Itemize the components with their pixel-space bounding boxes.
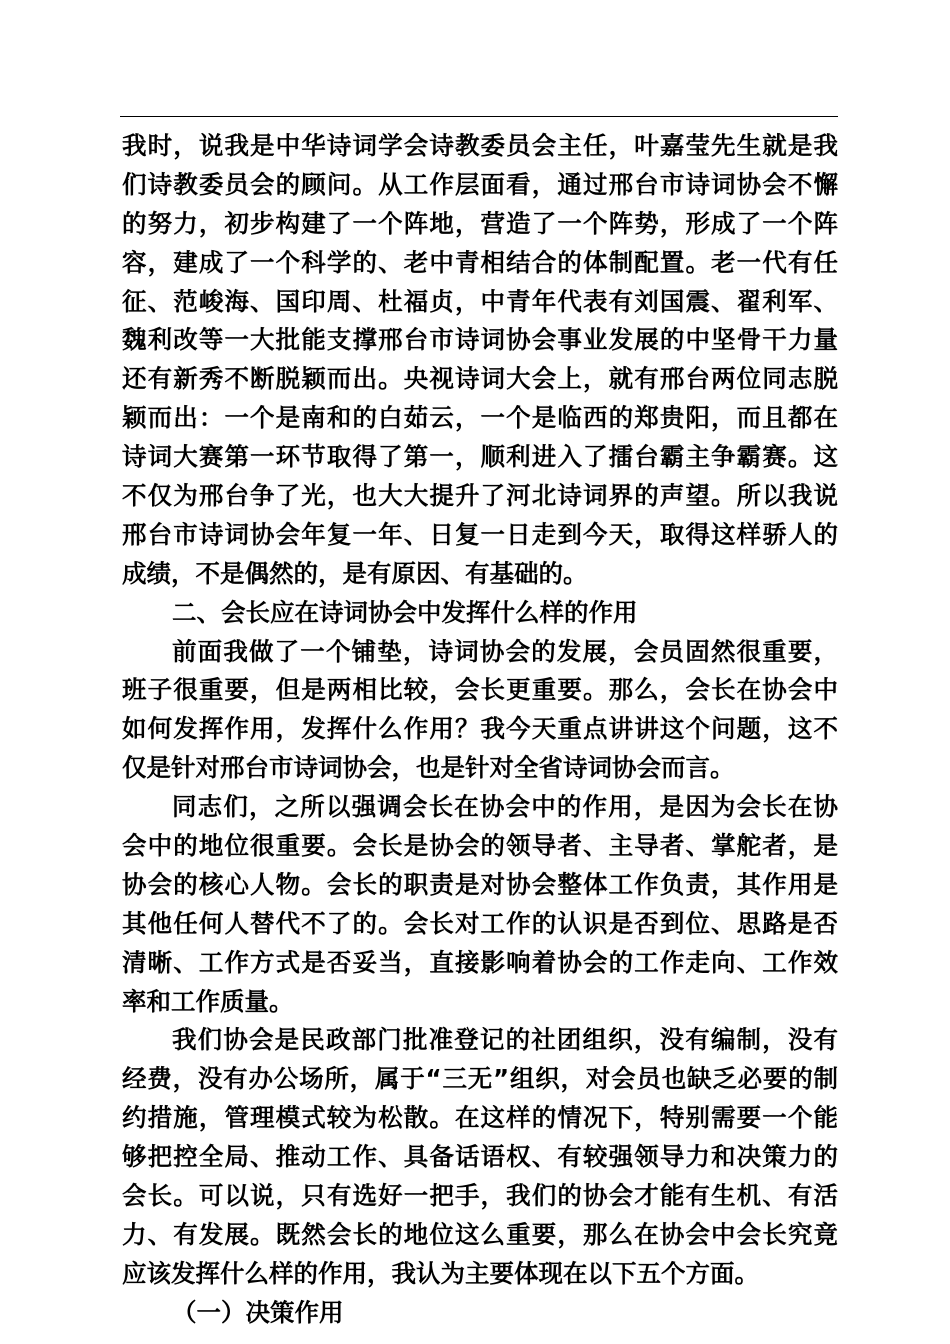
text-line: 应该发挥什么样的作用，我认为主要体现在以下五个方面。 [122, 1258, 759, 1288]
section-heading-2 [122, 594, 838, 633]
paragraph-comrades [122, 788, 838, 1021]
section-heading-text: 二、会长应在诗词协会中发挥什么样的作用 [172, 597, 638, 627]
text-line: 会长。可以说，只有选好一把手，我们的协会才能有生机、有活 [122, 1181, 838, 1211]
text-line: 约措施，管理模式较为松散。在这样的情况下，特别需要一个能 [122, 1103, 838, 1133]
text-line: 我们协会是民政部门批准登记的社团组织，没有编制，没有 [172, 1025, 838, 1055]
text-line: 如何发挥作用，发挥什么作用？我今天重点讲讲这个问题，这不 [122, 714, 838, 744]
text-line: 同志们，之所以强调会长在协会中的作用，是因为会长在协 [172, 792, 838, 822]
text-line: 容，建成了一个科学的、老中青相结合的体制配置。老一代有任 [122, 247, 838, 277]
text-line: 的努力，初步构建了一个阵地，营造了一个阵势，形成了一个阵 [122, 208, 838, 238]
text-line: 颖而出：一个是南和的白茹云，一个是临西的郑贵阳，而且都在 [122, 403, 838, 433]
text-line: 会中的地位很重要。会长是协会的领导者、主导者、掌舵者，是 [122, 831, 838, 861]
paragraph-intro [122, 633, 838, 789]
paragraph-continuation [122, 127, 838, 594]
text-line: 魏利改等一大批能支撑邢台市诗词协会事业发展的中坚骨干力量 [122, 325, 838, 355]
text-line: 们诗教委员会的顾问。从工作层面看，通过邢台市诗词协会不懈 [122, 169, 838, 199]
body-text [122, 127, 838, 1333]
text-line: 征、范峻海、国印周、杜福贞，中青年代表有刘国震、翟利军、 [122, 286, 838, 316]
text-line: 协会的核心人物。会长的职责是对协会整体工作负责，其作用是 [122, 869, 838, 899]
text-line: 力、有发展。既然会长的地位这么重要，那么在协会中会长究竟 [122, 1219, 838, 1249]
text-line: 经费，没有办公场所，属于“三无”组织，对会员也缺乏必要的制 [122, 1064, 838, 1094]
text-line: 不仅为邢台争了光，也大大提升了河北诗词界的声望。所以我说 [122, 481, 838, 511]
text-line: 诗词大赛第一环节取得了第一，顺利进入了擂台霸主争霸赛。这 [122, 442, 838, 472]
text-line: 班子很重要，但是两相比较，会长更重要。那么，会长在协会中 [122, 675, 838, 705]
text-line: 成绩，不是偶然的，是有原因、有基础的。 [122, 558, 588, 588]
paragraph-association [122, 1021, 838, 1293]
text-line: 够把控全局、推动工作、具备话语权、有较强领导力和决策力的 [122, 1142, 838, 1172]
text-line: 前面我做了一个铺垫，诗词协会的发展，会员固然很重要， [172, 636, 838, 666]
text-line: 仅是针对邢台市诗词协会，也是针对全省诗词协会而言。 [122, 753, 735, 783]
subheading-text: （一）决策作用 [172, 1297, 344, 1327]
header-rule [120, 116, 838, 117]
text-line: 率和工作质量。 [122, 986, 294, 1016]
subheading-decision [122, 1294, 838, 1333]
text-line: 还有新秀不断脱颖而出。央视诗词大会上，就有邢台两位同志脱 [122, 364, 838, 394]
text-line: 其他任何人替代不了的。会长对工作的认识是否到位、思路是否 [122, 908, 838, 938]
text-line: 我时，说我是中华诗词学会诗教委员会主任，叶嘉莹先生就是我 [122, 131, 838, 160]
text-line: 邢台市诗词协会年复一年、日复一日走到今天，取得这样骄人的 [122, 519, 838, 549]
text-line: 清晰、工作方式是否妥当，直接影响着协会的工作走向、工作效 [122, 947, 838, 977]
